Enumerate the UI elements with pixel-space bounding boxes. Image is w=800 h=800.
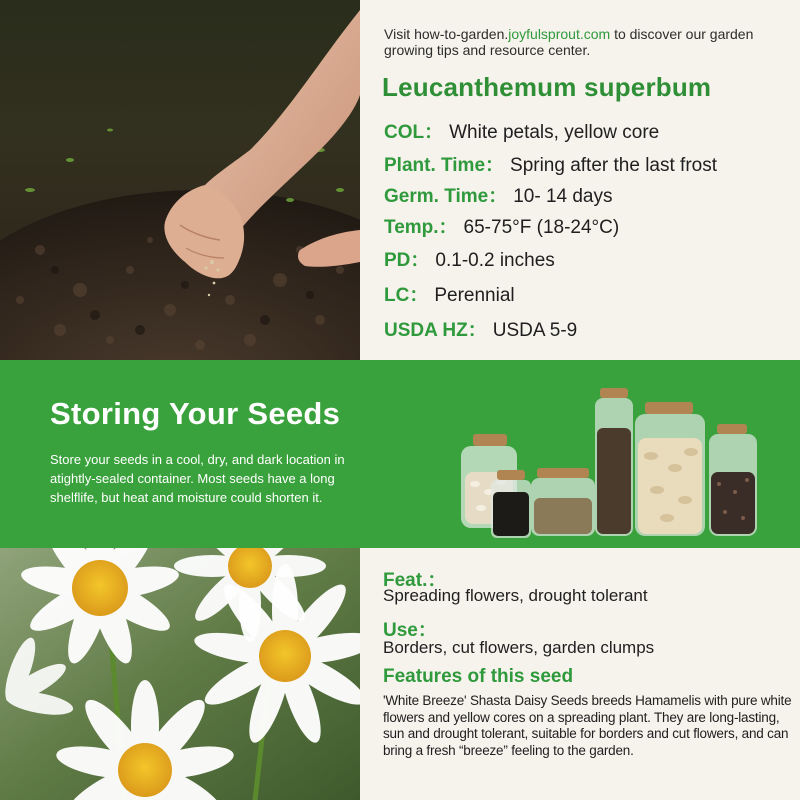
- spec-life-cycle: [384, 280, 515, 307]
- spec-value: USDA 5-9: [492, 320, 578, 341]
- soil-hand-illustration: [0, 0, 360, 360]
- shasta-daisy-photo: [0, 548, 360, 800]
- jar-icon: [709, 424, 757, 536]
- plant-name: Leucanthemum superbum: [382, 72, 712, 102]
- spec-label: Plant. Time：: [384, 155, 505, 176]
- daisy-illustration: [0, 548, 360, 800]
- use-label: Use：: [383, 620, 437, 641]
- spec-temperature: [384, 212, 619, 239]
- seed-jars-image: [455, 380, 765, 540]
- spec-planting-depth: [384, 245, 555, 272]
- spec-value: 10- 14 days: [513, 186, 613, 207]
- feat-value: Spreading flowers, drought tolerant: [383, 586, 648, 605]
- seed-features-heading: Features of this seed: [383, 666, 574, 687]
- jar-icon: [531, 468, 595, 536]
- storage-band: [0, 360, 800, 548]
- spec-label: COL：: [384, 122, 444, 143]
- features-panel: [360, 548, 800, 800]
- plant-info-panel: [360, 0, 800, 360]
- storage-title: Storing Your Seeds: [50, 396, 341, 431]
- seed-features-text: 'White Breeze' Shasta Daisy Seeds breeds Hamamelis with pure white flowers and yellow cores on a spreading plant. They are long-lasting, sun and drought tolerant, suitable for borders and cut flowers, and can bring a fresh “breeze” feeling to the garden.: [383, 693, 792, 758]
- bottom-section: [0, 548, 800, 800]
- storage-text: Store your seeds in a cool, dry, and dark location in atightly-sealed container. Most seeds have a long shelflife, but heat and moisture could shorten it.: [50, 452, 345, 505]
- use-value: Borders, cut flowers, garden clumps: [383, 638, 655, 657]
- spec-value: Spring after the last frost: [510, 155, 718, 176]
- spec-value: 65-75°F (18-24°C): [463, 217, 620, 238]
- spec-color: [384, 117, 659, 144]
- spec-value: 0.1-0.2 inches: [435, 250, 555, 271]
- spec-label: PD：: [384, 250, 430, 271]
- spec-value: Perennial: [434, 285, 515, 306]
- spec-label: Germ. Time：: [384, 186, 508, 207]
- website-link[interactable]: joyfulsprout.com: [508, 26, 611, 42]
- jar-icon: [595, 388, 633, 536]
- hand-sowing-soil-photo: [0, 0, 360, 360]
- intro-prefix: Visit how-to-garden.: [384, 26, 509, 42]
- spec-germination-time: [384, 181, 613, 208]
- jar-icon: [635, 402, 705, 536]
- feat-label: Feat.：: [383, 570, 447, 591]
- spec-label: USDA HZ：: [384, 320, 487, 341]
- spec-value: White petals, yellow core: [449, 122, 660, 143]
- spec-usda-zone: [384, 315, 577, 342]
- intro-text: [384, 26, 784, 58]
- intro-suffix: to discover our garden growing tips and resource center.: [384, 26, 754, 58]
- spec-plant-time: [384, 150, 717, 177]
- top-section: [0, 0, 800, 360]
- jar-icon: [491, 470, 531, 538]
- spec-label: Temp.：: [384, 217, 458, 238]
- spec-label: LC：: [384, 285, 429, 306]
